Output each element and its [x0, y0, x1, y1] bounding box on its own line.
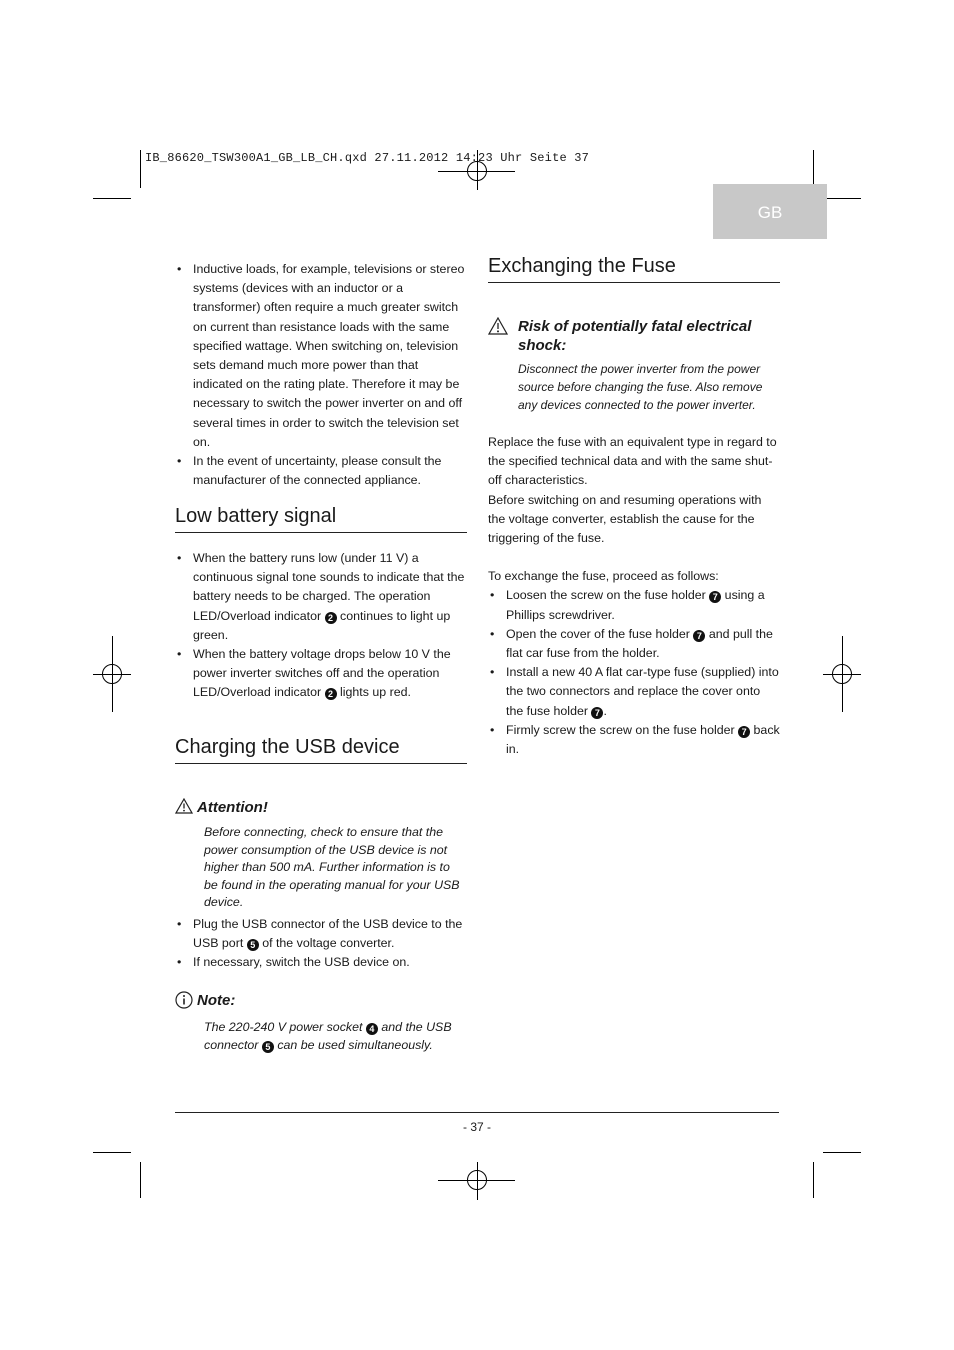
ref-number-badge: 2: [325, 688, 337, 700]
footer-rule: [175, 1112, 779, 1113]
list-item: • Loosen the screw on the fuse holder 7 using a Phillips screwdriver.: [488, 586, 780, 624]
ref-number-badge: 4: [366, 1023, 378, 1035]
ref-number-badge: 5: [262, 1041, 274, 1053]
warning-triangle-icon: [488, 317, 518, 355]
ref-number-badge: 2: [325, 612, 337, 624]
list-item: • In the event of uncertainty, please consult the manufacturer of the connected appliance.: [175, 452, 467, 490]
ref-number-badge: 7: [738, 726, 750, 738]
warning-heading: Risk of potentially fatal electrical shock:: [488, 317, 780, 355]
ref-number-badge: 7: [693, 630, 705, 642]
section-heading: Charging the USB device: [175, 734, 467, 764]
list-item: • If necessary, switch the USB device on.: [175, 953, 467, 972]
list-item: • Open the cover of the fuse holder 7 and pull the flat car fuse from the holder.: [488, 625, 780, 663]
page-number: - 37 -: [462, 1120, 491, 1134]
list-item: • Inductive loads, for example, televisions or stereo systems (devices with an inductor or a transformer) often require a much greater switch on current than resistance loads with the same specified wattage. When switching on, television sets demand much more power than that indicated on the rating plate. Therefore it may be necessary to switch the power inverter on and off several times in order to switch the television set on.: [175, 260, 467, 452]
attention-text: Before connecting, check to ensure that the power consumption of the USB device is not higher than 500 mA. Further information is to be found in the operating manual for your USB device.: [204, 825, 460, 910]
section-heading: Low battery signal: [175, 503, 467, 533]
list-item: • When the battery voltage drops below 10 V the power inverter switches off and the operation LED/Overload indicator 2 lights up red.: [175, 645, 467, 703]
left-column: [175, 260, 467, 490]
usb-list: [175, 915, 467, 973]
note-heading: Note:: [175, 991, 467, 1014]
attention-heading: Attention!: [175, 798, 467, 819]
list-item: • Firmly screw the screw on the fuse holder 7 back in.: [488, 721, 780, 759]
note-text: The 220-240 V power socket 4 and the USB connector 5 can be used simultaneously.: [204, 1019, 452, 1052]
info-circle-icon: [175, 991, 197, 1014]
section-heading: Exchanging the Fuse: [488, 253, 780, 283]
print-slug: IB_86620_TSW300A1_GB_LB_CH.qxd 27.11.2012 14:23 Uhr Seite 37: [145, 151, 590, 165]
usb-section: [175, 734, 467, 1054]
warning-text: Disconnect the power inverter from the power source before changing the fuse. Also remove any devices connected to the power inverter.: [518, 362, 763, 412]
low-battery-list: [175, 549, 467, 703]
fuse-section: [488, 253, 780, 759]
language-tab: GB: [713, 184, 827, 239]
ref-number-badge: 5: [247, 939, 259, 951]
paragraph: To exchange the fuse, proceed as follows:: [488, 569, 719, 584]
paragraph: Replace the fuse with an equivalent type in regard to the specified technical data and with the same shut-off characteristics.: [488, 435, 777, 488]
ref-number-badge: 7: [591, 707, 603, 719]
fuse-steps-list: [488, 586, 780, 759]
paragraph: Before switching on and resuming operations with the voltage converter, establish the cause for the triggering of the fuse.: [488, 492, 762, 546]
list-item: • Plug the USB connector of the USB device to the USB port 5 of the voltage converter.: [175, 915, 467, 953]
list-item: • When the battery runs low (under 11 V) a continuous signal tone sounds to indicate that the battery needs to be charged. The operation LED/Overload indicator 2 continues to light up green.: [175, 549, 467, 645]
warning-triangle-icon: [175, 798, 197, 819]
inductive-loads-list: [175, 260, 467, 490]
low-battery-section: [175, 503, 467, 703]
list-item: • Install a new 40 A flat car-type fuse (supplied) into the two connectors and replace the cover onto the fuse holder 7 .: [488, 663, 780, 721]
ref-number-badge: 7: [709, 591, 721, 603]
